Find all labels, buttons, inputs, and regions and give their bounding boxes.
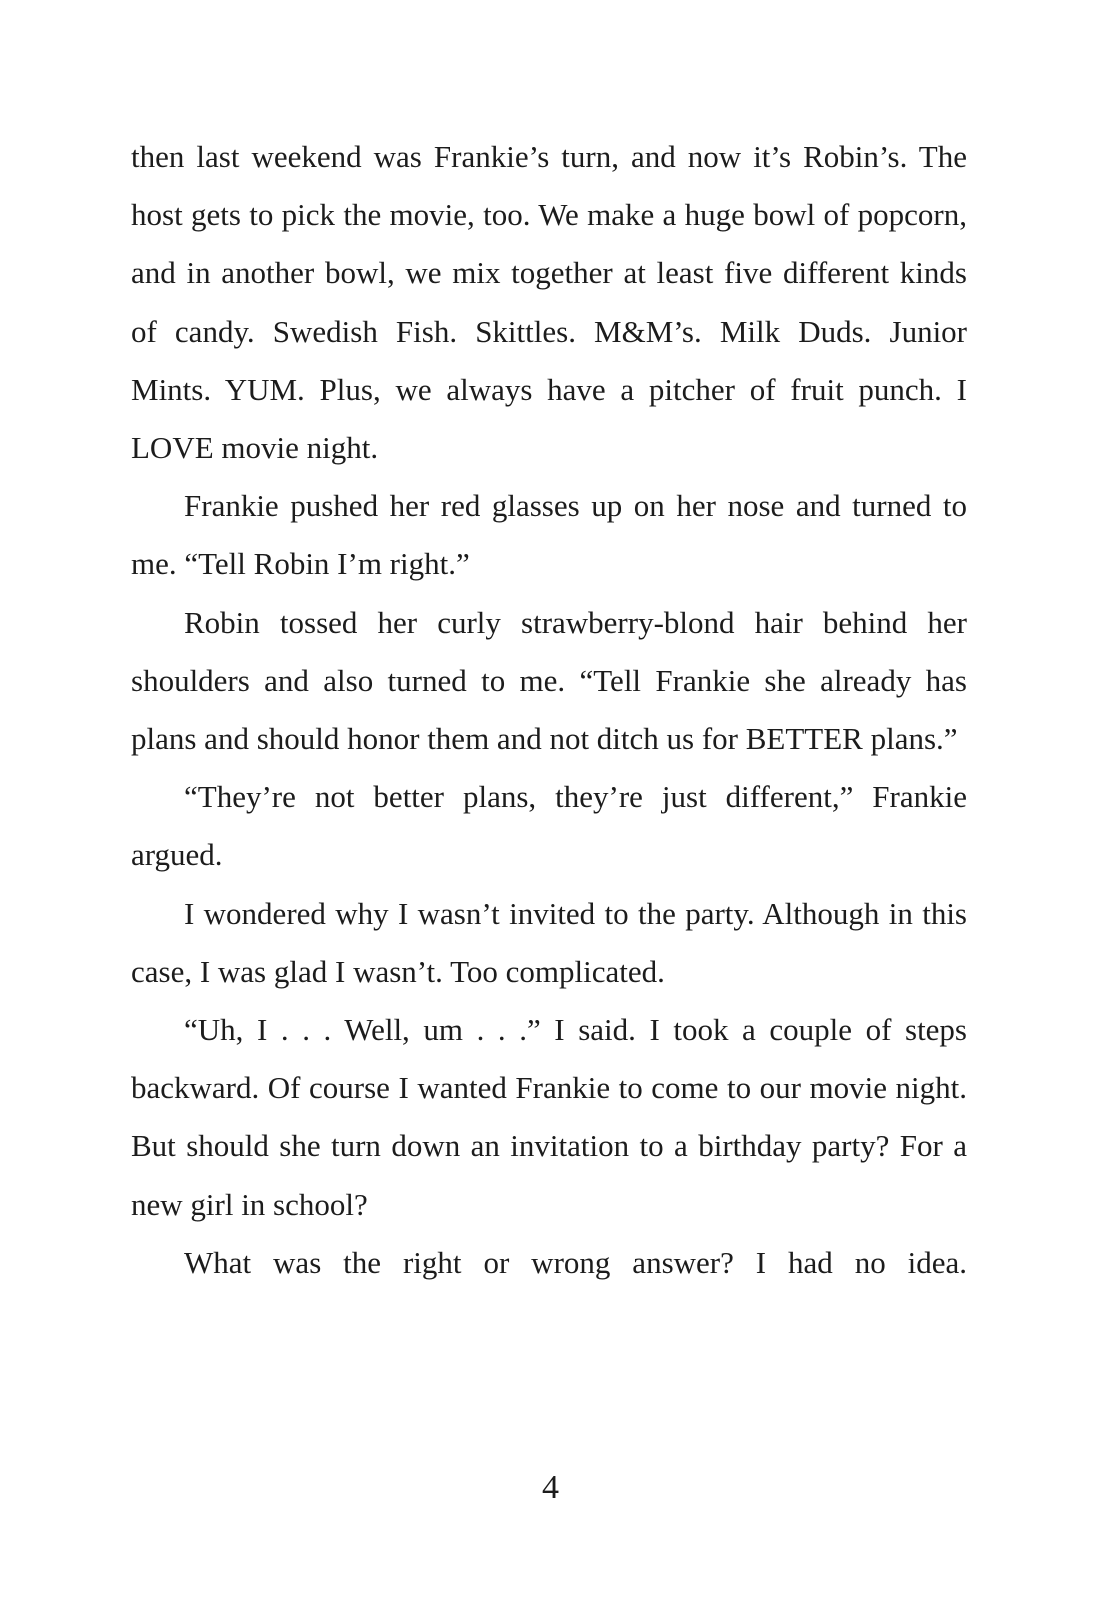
- paragraph-6: “Uh, I . . . Well, um . . .” I said. I took a couple of steps backward. Of course I wanted Frankie to come to our movie night. But should she turn down an invitation to a birthday party? For a new girl in school?: [131, 1012, 967, 1222]
- paragraph-4: “They’re not better plans, they’re just different,” Frankie argued.: [131, 779, 967, 873]
- body-text: [131, 128, 967, 1292]
- paragraph-2: Frankie pushed her red glasses up on her nose and turned to me. “Tell Robin I’m right.”: [131, 488, 967, 582]
- page-number: 4: [542, 1469, 559, 1506]
- paragraph-7: What was the right or wrong answer? I had no idea.: [184, 1244, 967, 1280]
- paragraph-5: I wondered why I wasn’t invited to the party. Although in this case, I was glad I wasn’t. Too complicated.: [131, 895, 967, 989]
- paragraph-3: Robin tossed her curly strawberry-blond hair behind her shoulders and also turned to me. “Tell Frankie she already has plans and should honor them and not ditch us for BETTER plans.”: [131, 604, 967, 757]
- paragraph-1: then last weekend was Frankie’s turn, and now it’s Robin’s. The host gets to pick the movie, too. We make a huge bowl of popcorn, and in another bowl, we mix together at least five different kinds of candy. Swedish Fish. Skittles. M&M’s. Milk Duds. Junior Mints. YUM. Plus, we always have a pitcher of fruit punch. I LOVE movie night.: [131, 139, 967, 466]
